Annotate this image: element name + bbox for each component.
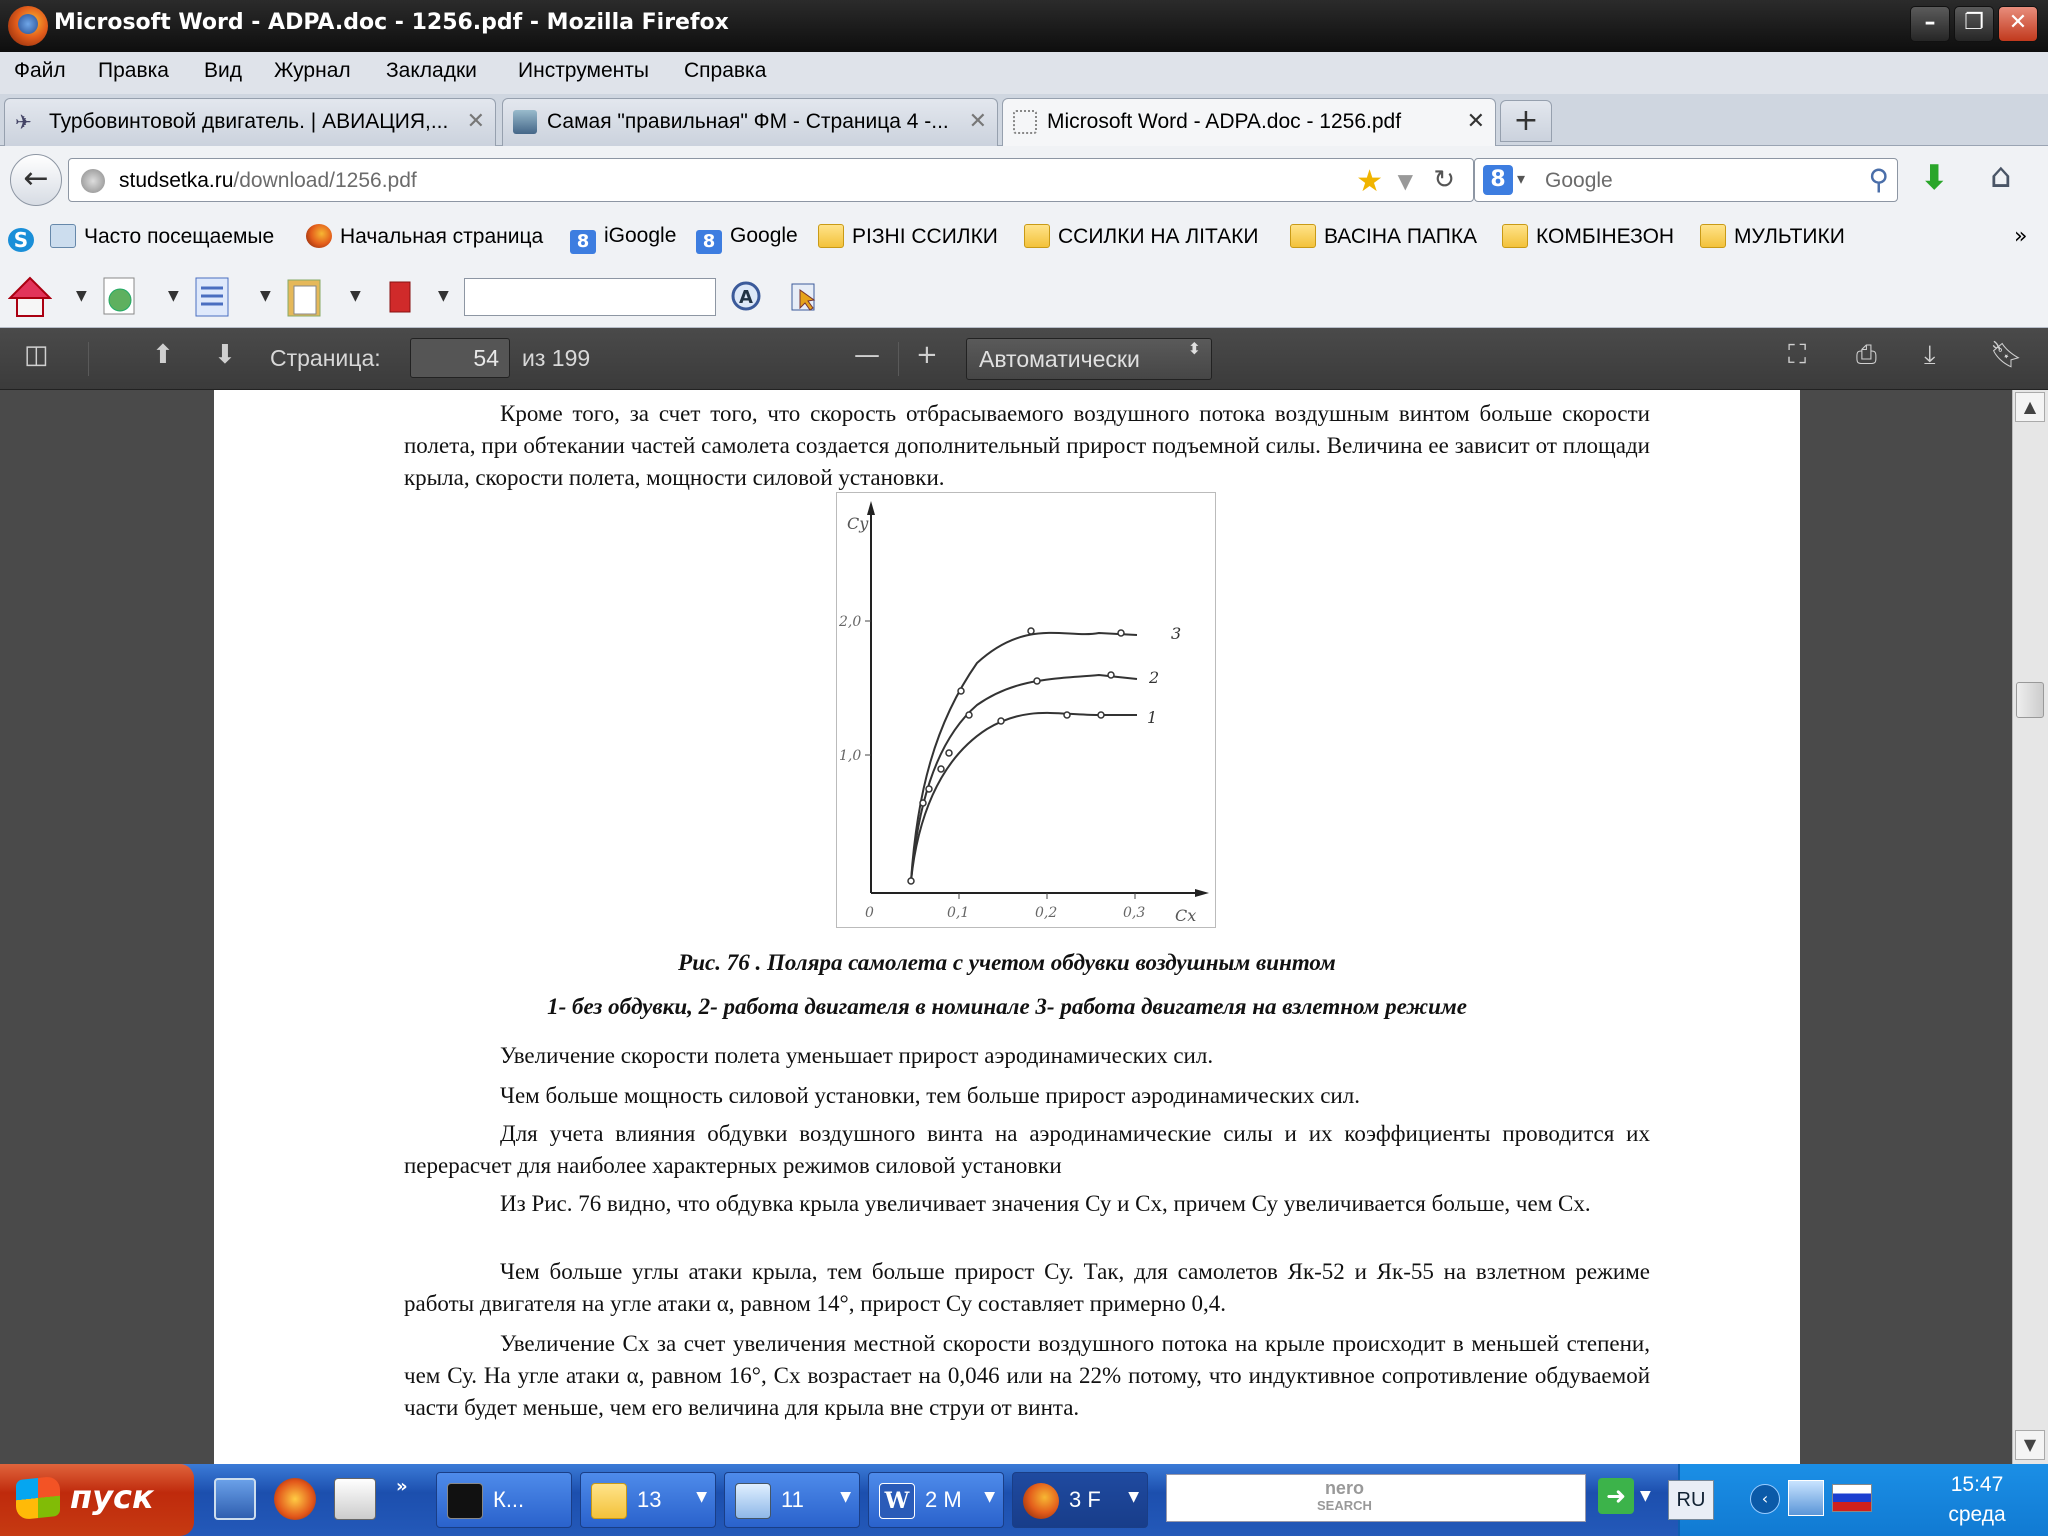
cursor-tool-icon[interactable]: [786, 276, 826, 318]
media-player-icon[interactable]: [334, 1478, 376, 1520]
figure-polar-chart: [836, 492, 1216, 928]
x-tick-label: 0: [865, 905, 874, 921]
dropdown-icon[interactable]: ▼: [1640, 1488, 1651, 1504]
next-page-icon[interactable]: ⬇: [214, 340, 236, 370]
dropdown-icon[interactable]: ▼: [350, 288, 361, 304]
page-label: Страница:: [270, 345, 381, 371]
launcher-icon[interactable]: [274, 1478, 316, 1520]
search-bar[interactable]: [1474, 158, 1898, 202]
minimize-button[interactable]: –: [1910, 6, 1950, 42]
taskbar-notepad[interactable]: 11 ▼: [724, 1472, 860, 1528]
paragraph: Увеличение Сх за счет увеличения местной скорости воздушного потока на крыле происходит в меньшей степени, чем Су. На угле атаки α, равном 16°, Сх возрастает на 0,046 или на 22% потому, что индуктивное сопротивление обдуваемой части будет меньше, чем его величина для крыла вне струи от винта.: [404, 1331, 1650, 1420]
x-tick-label: 0,2: [1035, 905, 1058, 921]
back-button[interactable]: ←: [10, 154, 62, 206]
dropdown-icon[interactable]: ▼: [260, 288, 271, 304]
paragraph: Из Рис. 76 видно, что обдувка крыла увеличивает значения Су и Сх, причем Су увеличивается больше, чем Сх.: [500, 1191, 1591, 1216]
menu-edit[interactable]: Правка: [98, 59, 169, 82]
chevron-down-icon: ▼: [1128, 1489, 1139, 1505]
zoom-out-icon[interactable]: —: [854, 340, 880, 370]
maximize-button[interactable]: ❐: [1954, 6, 1994, 42]
folder-icon: [1290, 224, 1316, 248]
tab-label: Самая "правильная" ФМ - Страница 4 -...: [547, 110, 949, 133]
forum-icon: [513, 110, 537, 134]
bookmark-google[interactable]: 8 Google: [696, 224, 798, 258]
taskbar-console[interactable]: К...: [436, 1472, 572, 1528]
folder-icon: [1700, 224, 1726, 248]
y-tick-label: 1,0: [839, 748, 862, 764]
folder-icon: [1502, 224, 1528, 248]
globe-icon: [81, 169, 105, 193]
menu-history[interactable]: Журнал: [274, 59, 351, 82]
nero-search-box[interactable]: [1166, 1474, 1586, 1522]
google-icon: 8: [570, 230, 596, 254]
firefox-icon: [306, 224, 332, 248]
bookmarks-overflow-icon[interactable]: »: [2014, 224, 2028, 249]
dropdown-icon[interactable]: ▼: [76, 288, 87, 304]
previous-page-icon[interactable]: ⬆: [152, 340, 174, 370]
taskbar-folders[interactable]: 13 ▼: [580, 1472, 716, 1528]
skype-icon[interactable]: S: [8, 224, 42, 258]
reload-icon[interactable]: ↻: [1433, 165, 1455, 195]
home-icon[interactable]: [8, 276, 48, 318]
scroll-down-icon[interactable]: ▼: [2015, 1430, 2045, 1460]
tab-fm[interactable]: [502, 98, 998, 146]
taskbar: [0, 1464, 2048, 1536]
russian-flag-icon[interactable]: [1832, 1484, 1872, 1512]
book-icon[interactable]: [386, 276, 426, 318]
quicklaunch-overflow-icon[interactable]: »: [396, 1476, 408, 1497]
menu-tools[interactable]: Инструменты: [518, 59, 649, 82]
engine-dropdown-icon[interactable]: ▾: [1517, 169, 1526, 188]
zoom-select[interactable]: Автоматически ⬍: [966, 338, 1212, 380]
paragraph: Увеличение скорости полета уменьшает прирост аэродинамических сил.: [500, 1043, 1214, 1068]
clipboard-icon[interactable]: [284, 276, 324, 318]
start-button[interactable]: пуск: [0, 1464, 194, 1536]
tab-close-icon[interactable]: ✕: [968, 109, 987, 134]
sidebar-toggle-icon[interactable]: ◫: [24, 340, 49, 370]
tray-expand-icon[interactable]: ‹: [1750, 1484, 1780, 1514]
pdf-page: [214, 390, 1800, 1464]
paragraph: Кроме того, за счет того, что скорость отбрасываемого воздушного потока воздушным винтом больше скорости полета, при обтекании частей самолета создается дополнительный прирост подъемной силы. Величина ее зависит от площади крыла, скорости полета, мощности силовой установки.: [404, 401, 1650, 490]
bookmarks-toolbar: [0, 214, 2048, 268]
new-tab-button[interactable]: +: [1500, 100, 1552, 142]
figure-legend-caption: 1- без обдувки, 2- работа двигателя в номинале 3- работа двигателя на взлетном режиме: [547, 994, 1467, 1019]
system-tray: [1678, 1464, 2048, 1536]
tab-label: Microsoft Word - ADPA.doc - 1256.pdf: [1047, 110, 1402, 133]
bookmark-igoogle[interactable]: 8 iGoogle: [570, 224, 676, 258]
find-icon[interactable]: [728, 276, 768, 318]
taskbar-firefox[interactable]: 3 F ▼: [1012, 1472, 1148, 1528]
google-icon[interactable]: 8: [1483, 165, 1513, 195]
folder-icon: [818, 224, 844, 248]
search-icon[interactable]: ⚲: [1868, 163, 1889, 196]
bookmark-most-visited[interactable]: Часто посещаемые: [50, 224, 274, 258]
dropdown-icon[interactable]: ▼: [438, 288, 449, 304]
url-text[interactable]: studsetka.ru/download/1256.pdf: [119, 169, 417, 192]
menu-file[interactable]: Файл: [14, 59, 66, 82]
tab-close-icon[interactable]: ✕: [466, 109, 485, 134]
dropdown-icon[interactable]: ▼: [168, 288, 179, 304]
chevron-down-icon: ▼: [840, 1489, 851, 1505]
clock[interactable]: 15:47 среда: [1948, 1473, 2006, 1526]
extension-toolbar: [0, 268, 2048, 328]
tab-turboprop[interactable]: [4, 98, 496, 146]
pdf-viewer[interactable]: [0, 390, 2048, 1464]
google-icon: 8: [696, 230, 722, 254]
airplane-icon: ✈: [15, 110, 32, 134]
x-tick-label: 0,1: [947, 905, 970, 921]
fullscreen-icon[interactable]: ⛶: [1788, 340, 1807, 370]
y-axis-label: Cy: [847, 514, 869, 533]
history-dropdown-icon[interactable]: ▼: [1397, 169, 1413, 193]
tab-close-icon[interactable]: ✕: [1466, 109, 1485, 134]
bookmark-folder-kombinezon[interactable]: КОМБІНЕЗОН: [1502, 224, 1674, 258]
tab-label: Турбовинтовой двигатель. | АВИАЦИЯ,...: [49, 110, 449, 133]
console-icon: [447, 1483, 483, 1519]
show-desktop-icon[interactable]: [214, 1478, 256, 1520]
paragraph: Для учета влияния обдувки воздушного винта на аэродинамические силы и их коэффициенты проводится их перерасчет для наиболее характерных режимов силовой установки: [404, 1121, 1650, 1178]
toolbar-search-input[interactable]: [464, 278, 716, 316]
paragraph: Чем больше мощность силовой установки, тем больше прирост аэродинамических сил.: [500, 1083, 1360, 1108]
network-icon[interactable]: [1788, 1480, 1824, 1516]
folder-icon: [1024, 224, 1050, 248]
polar-chart-svg: [837, 493, 1215, 927]
figure-caption: Рис. 76 . Поляра самолета с учетом обдувки воздушным винтом: [678, 950, 1336, 975]
word-icon: W: [879, 1483, 915, 1519]
x-tick-label: 0,3: [1123, 905, 1146, 921]
download-icon[interactable]: ⬇: [1920, 158, 1949, 198]
chevron-down-icon: ▼: [696, 1489, 707, 1505]
home-icon[interactable]: ⌂: [1990, 156, 2012, 196]
page-total: из 199: [522, 345, 591, 371]
folder-icon: [591, 1483, 627, 1519]
svg-text:A: A: [739, 287, 753, 308]
x-axis-label: Cx: [1175, 906, 1197, 925]
scroll-thumb[interactable]: [2016, 682, 2044, 718]
bookmark-folder-multyky[interactable]: МУЛЬТИКИ: [1700, 224, 1845, 258]
menu-help[interactable]: Справка: [684, 59, 767, 82]
notepad-icon: [735, 1483, 771, 1519]
windows-flag-icon: [16, 1476, 60, 1521]
page-globe-icon[interactable]: [100, 276, 140, 318]
tab-bar: [0, 94, 2048, 146]
zoom-in-icon[interactable]: +: [916, 340, 938, 370]
magnifier-icon: [50, 224, 76, 248]
tab-pdf[interactable]: [1002, 98, 1496, 147]
print-icon[interactable]: ⎙: [1856, 340, 1877, 370]
y-tick-label: 2,0: [839, 614, 862, 630]
go-arrow-icon[interactable]: ➜: [1598, 1478, 1634, 1514]
curve-label: 3: [1171, 624, 1182, 643]
menu-bookmarks[interactable]: Закладки: [386, 59, 477, 82]
vertical-scrollbar[interactable]: [2012, 390, 2048, 1464]
search-input[interactable]: Google: [1545, 169, 1613, 192]
pdf-toolbar: [0, 328, 2048, 390]
bookmark-start-page[interactable]: Начальная страница: [306, 224, 543, 258]
curve-label: 2: [1149, 668, 1160, 687]
language-indicator[interactable]: RU: [1668, 1480, 1714, 1520]
document-icon[interactable]: [192, 276, 232, 318]
page-number-input[interactable]: 54: [410, 338, 510, 378]
window-title: Microsoft Word - ADPA.doc - 1256.pdf - Mozilla Firefox: [54, 10, 729, 35]
blank-page-icon: [1013, 110, 1037, 134]
firefox-icon: [1023, 1483, 1059, 1519]
chevron-down-icon: ▼: [984, 1489, 995, 1505]
curve-label: 1: [1147, 708, 1158, 727]
bookmark-icon[interactable]: 🔖︎: [1990, 340, 2024, 370]
navigation-bar: [0, 146, 2048, 214]
firefox-logo-icon: [8, 6, 48, 46]
scroll-up-icon[interactable]: ▲: [2015, 392, 2045, 422]
bookmark-folder-rizni[interactable]: РІЗНІ ССИЛКИ: [818, 224, 998, 258]
close-button[interactable]: ✕: [1998, 6, 2038, 42]
chevron-updown-icon: ⬍: [1187, 339, 1201, 358]
taskbar-word[interactable]: W 2 М ▼: [868, 1472, 1004, 1528]
paragraph: Чем больше углы атаки крыла, тем больше прирост Су. Так, для самолетов Як-52 и Як-55 на взлетном режиме работы двигателя на угле атаки α, равном 14°, прирост Су составляет примерно 0,4.: [404, 1259, 1650, 1316]
bookmark-folder-vasina[interactable]: ВАСІНА ПАПКА: [1290, 224, 1477, 258]
bookmark-folder-litaky[interactable]: ССИЛКИ НА ЛІТАКИ: [1024, 224, 1258, 258]
download-pdf-icon[interactable]: ⤓: [1924, 340, 1936, 370]
nero-search-logo: nero SEARCH: [1317, 1478, 1372, 1513]
menu-view[interactable]: Вид: [204, 59, 242, 82]
menu-bar: [0, 52, 2048, 94]
bookmark-star-icon[interactable]: ★: [1356, 164, 1383, 199]
title-bar: [0, 0, 2048, 52]
url-bar[interactable]: [68, 158, 1474, 202]
